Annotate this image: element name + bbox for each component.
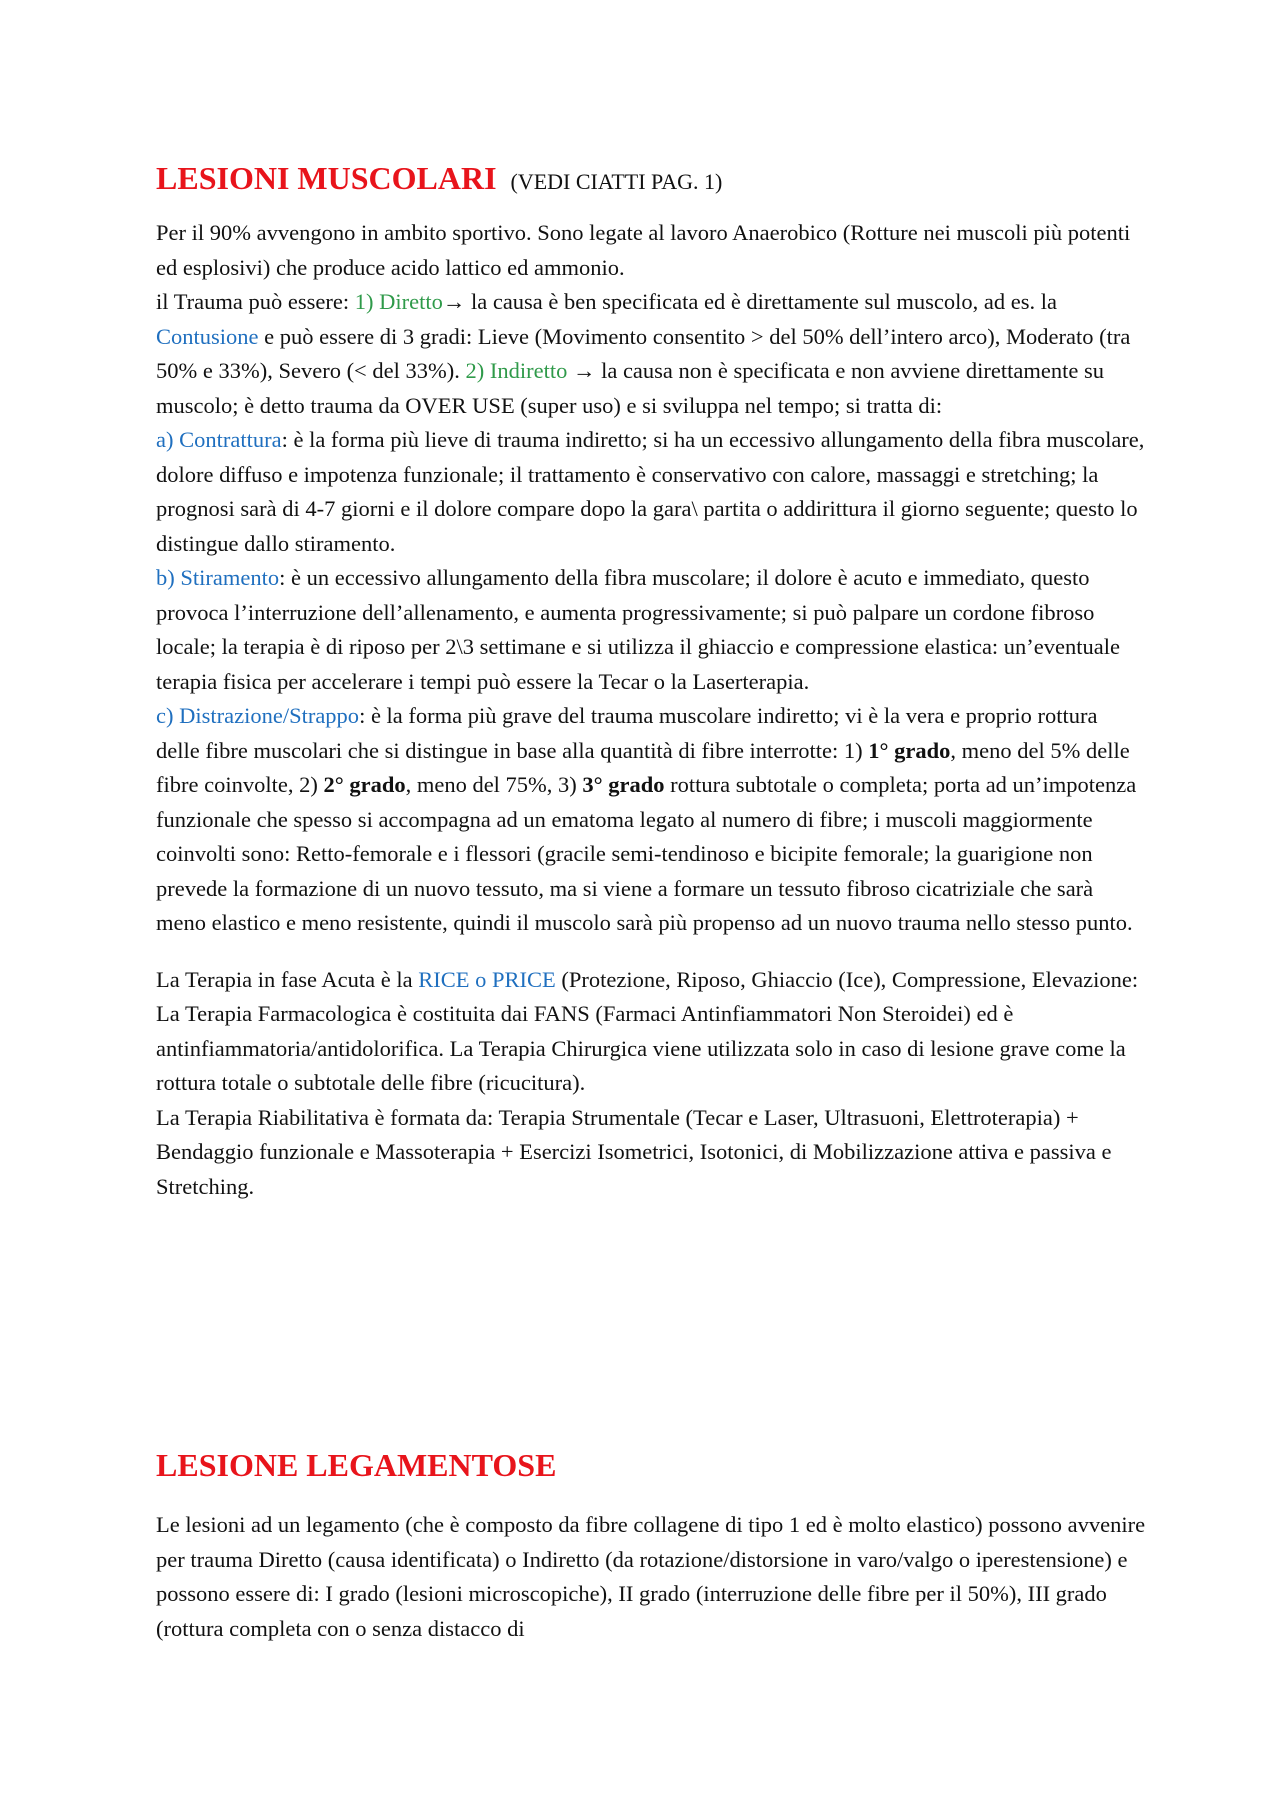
section-reference-note: (VEDI CIATTI PAG. 1)	[510, 169, 723, 194]
intro-text: Per il 90% avvengono in ambito sportivo. Sono legate al lavoro Anaerobico (Rotture nei muscoli più potenti ed esplosivi) che produce acido lattico ed ammonio.	[156, 220, 1131, 280]
contrattura-text: : è la forma più lieve di trauma indiretto; si ha un eccessivo allungamento della fibra muscolare, dolore diffuso e impotenza funzionale; il trattamento è conservativo con calore, massaggi e stretching; la prognosi sarà di 4-7 giorni e il dolore compare dopo la gara\ partita o addirittura il giorno seguente; questo lo distingue dallo stiramento.	[156, 427, 1145, 556]
grado-3-text: rottura subtotale o completa; porta ad un’impotenza funzionale che spesso si accompagna ad un ematoma legato al numero di fibre; i muscoli maggiormente coinvolti sono: Retto-femorale e i flessori (gracile semi-tendinoso e bicipite femorale; la guarigione non prevede la formazione di un nuovo tessuto, ma si viene a formare un tessuto fibroso cicatriziale che sarà meno elastico e meno resistente, quindi il muscolo sarà più propenso ad un nuovo trauma nello stesso punto.	[156, 772, 1137, 935]
section-title-text: LESIONI MUSCOLARI	[156, 160, 497, 196]
riabilitativa-text: La Terapia Riabilitativa è formata da: Terapia Strumentale (Tecar e Laser, Ultrasuoni, Elettroterapia) + Bendaggio funzionale e Massoterapia + Esercizi Isometrici, Isotonici, di Mobilizzazione attiva e passiva e Stretching.	[156, 1104, 1112, 1199]
paragraph-terapia	[156, 963, 1146, 1205]
grado-1-text: , meno del 5% delle fibre coinvolte, 2)	[156, 737, 1130, 797]
grado-2-text: , meno del 75%, 3)	[405, 772, 583, 797]
paragraph-legamentose: Le lesioni ad un legamento (che è composto da fibre collagene di tipo 1 ed è molto elastico) possono avvenire per trauma Diretto (causa identificata) o Indiretto (da rotazione/distorsione in varo/valgo o iperestensione) e possono essere di: I grado (lesioni microscopiche), II grado (interruzione delle fibre per il 50%), III grado (rottura completa con o senza distacco di	[156, 1512, 1146, 1641]
section-title-lesioni-muscolari	[156, 158, 1146, 202]
terapia-intro-text: La Terapia in fase Acuta è la	[156, 966, 419, 992]
contusione-label: Contusione	[156, 323, 259, 349]
terapia-text: (Protezione, Riposo, Ghiaccio (Ice), Compressione, Elevazione: La Terapia Farmacologica è costituita dai FANS (Farmaci Antinfiammatori Non Steroidei) ed è antinfiammatoria/antidolorifica. La Terapia Chirurgica viene utilizzata solo in caso di lesione grave come la rottura totale o subtotale delle fibre (ricucitura).	[156, 966, 1139, 1095]
arrow-right-icon: →	[442, 289, 466, 314]
stiramento-label: b) Stiramento	[156, 565, 280, 590]
trauma-intro-text: il Trauma può essere:	[156, 289, 355, 314]
grado-1-label: 1° grado	[868, 737, 951, 763]
rice-price-label: RICE o PRICE	[418, 966, 556, 992]
distrazione-text: : è la forma più grave del trauma muscolare indiretto; vi è la vera e proprio rottura delle fibre muscolari che si distingue in base alla quantità di fibre interrotte: 1)	[156, 703, 1098, 763]
stiramento-text: : è un eccessivo allungamento della fibra muscolare; il dolore è acuto e immediato, questo provoca l’interruzione dell’allenamento, e aumenta progressivamente; si può palpare un cordone fibroso locale; la terapia è di riposo per 2\3 settimane e si utilizza il ghiaccio e compressione elastica: un’eventuale terapia fisica per accelerare i tempi può essere la Tecar o la Laserterapia.	[156, 565, 1120, 694]
distrazione-label: c) Distrazione/Strappo	[156, 703, 360, 728]
diretto-label: 1) Diretto	[354, 289, 443, 314]
document-page	[156, 158, 1146, 1641]
grado-3-label: 3° grado	[582, 772, 665, 797]
contusione-text: e può essere di 3 gradi: Lieve (Movimento consentito > del 50% dell’intero arco), Moderato (tra 50% e 33%), Severo (< del 33%).	[156, 323, 1131, 383]
contrattura-label: a) Contrattura	[156, 427, 282, 452]
diretto-text: la causa è ben specificata ed è direttamente sul muscolo, ad es. la	[465, 289, 1057, 314]
paragraph-intro	[156, 216, 1146, 941]
section-title-lesione-legamentose: LESIONE LEGAMENTOSE	[156, 1447, 557, 1483]
grado-2-label: 2° grado	[323, 772, 406, 797]
indiretto-text: la causa non è specificata e non avviene direttamente su muscolo; è detto trauma da OVER USE (super uso) e si sviluppa nel tempo; si tratta di:	[156, 358, 1104, 418]
indiretto-label: 2) Indiretto	[465, 358, 568, 383]
arrow-right-icon: →	[572, 358, 596, 383]
